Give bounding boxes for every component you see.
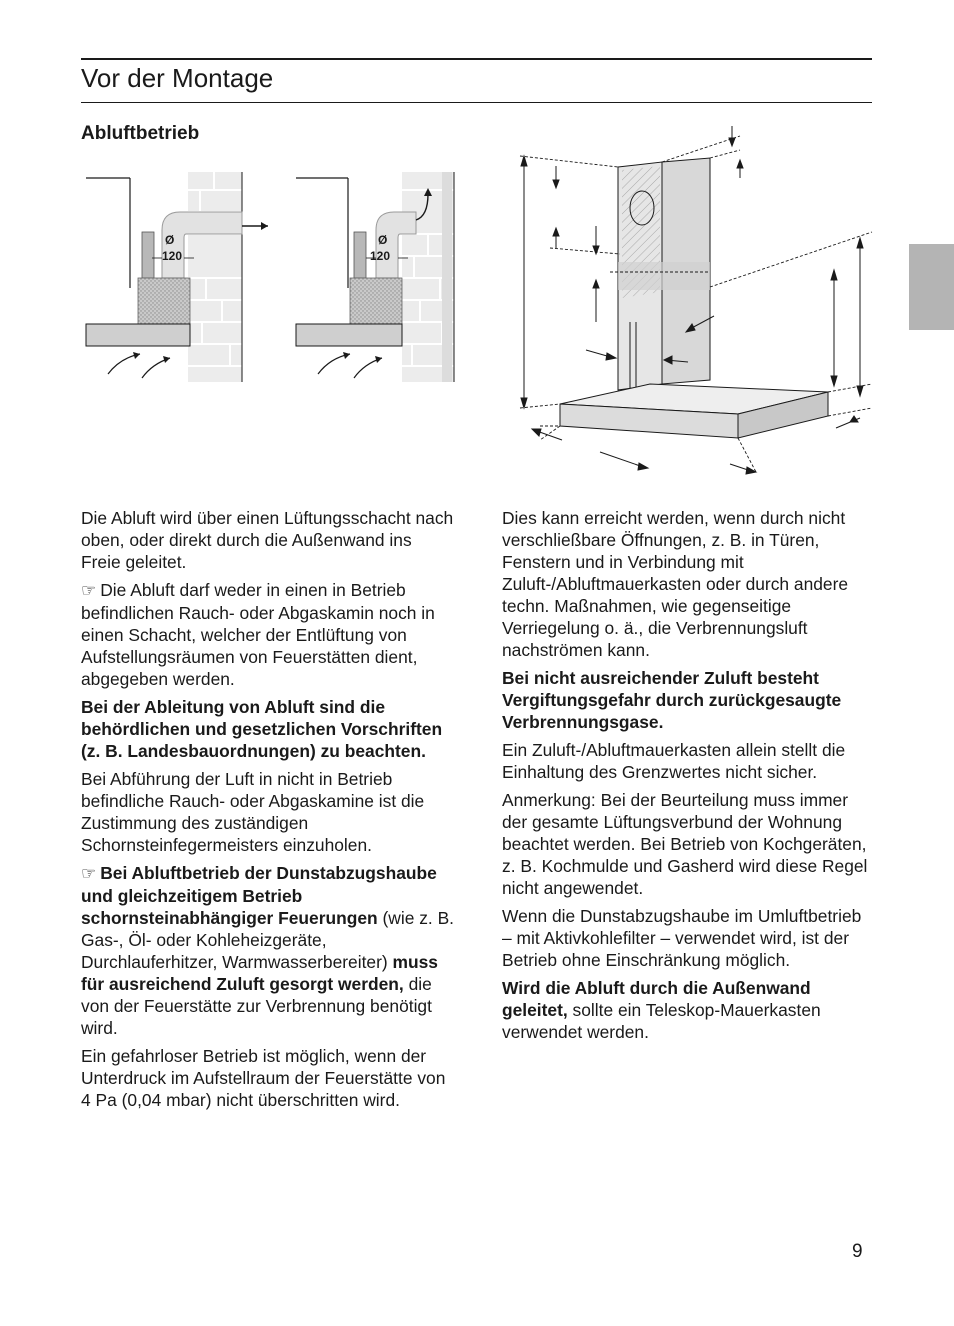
header-rule-top xyxy=(81,58,872,60)
paragraph: Die Abluft wird über einen Lüftungsschacht nach oben, oder direkt durch die Außenwand ins Freie geleitet. xyxy=(81,508,454,572)
diameter-value: 120 xyxy=(162,249,183,263)
diameter-symbol: Ø xyxy=(165,233,175,247)
figure-hood-dimensions xyxy=(510,122,874,478)
paragraph: Dies kann erreicht werden, wenn durch nicht verschließbare Öffnungen, z. B. in Türen, Fenstern und in Verbindung mit Zuluft-/Abluftmauerkasten oder durch andere techn. Maßnahmen, wie gegenseitige Verriegelung o. ä., die Verbrennungsluft nachströmen kann. xyxy=(502,508,849,660)
section-title: Abluftbetrieb xyxy=(81,123,200,144)
paragraph: Anmerkung: Bei der Beurteilung muss immer der gesamte Lüftungsverbund der Wohnung beachtet werden. Bei Betrieb von Kochgeräten, z. B. Kochmulde und Gasherd wird diese Regel nicht angewendet. xyxy=(502,790,868,898)
right-text-column xyxy=(502,507,874,1049)
chapter-tab-marker xyxy=(909,244,954,330)
paragraph: Bei Abführung der Luft in nicht in Betrieb befindliche Rauch- oder Abgaskamine ist die Zustimmung des zuständigen Schornsteinfegermeisters einzuholen. xyxy=(81,769,425,855)
paragraph: Wird die Abluft durch die Außenwand geleitet, sollte ein Teleskop-Mauerkasten verwendet werden. xyxy=(502,978,821,1042)
diameter-symbol: Ø xyxy=(378,233,388,247)
note-paragraph: ☞ Bei Abluftbetrieb der Dunstabzugshaube und gleichzeitigem Betrieb schornsteinabhängiger Feuerungen (wie z. B. Gas-, Öl- oder Kohleheizgeräte, Durchlauferhitzer, Warmwasserbereiter) muss für ausreichend Zuluft gesorgt werden, die von der Feuerstätte zur Verbrennung benötigt wird. xyxy=(81,863,454,1038)
figure-exhaust-wall xyxy=(82,168,274,388)
left-text-column xyxy=(81,507,456,1117)
page-title: Vor der Montage xyxy=(81,63,274,93)
paragraph: Ein gefahrloser Betrieb ist möglich, wenn der Unterdruck im Aufstellraum der Feuerstätte von 4 Pa (0,04 mbar) nicht überschritten wird. xyxy=(81,1046,446,1110)
page-number: 9 xyxy=(852,1241,863,1262)
diameter-value: 120 xyxy=(370,249,391,263)
pointing-hand-icon: ☞ xyxy=(81,864,97,883)
figure-exhaust-shaft xyxy=(292,168,457,388)
header-rule-bottom xyxy=(81,102,872,103)
note-paragraph: ☞ Die Abluft darf weder in einen in Betrieb befindlichen Rauch- oder Abgaskamin noch in einen Schacht, welcher der Entlüftung von Aufstellungsräumen von Feuerstätten dient, abgegeben werden. xyxy=(81,580,435,689)
warning-paragraph: Bei nicht ausreichender Zuluft besteht Vergiftungsgefahr durch zurückgesaugte Verbrennungsgase. xyxy=(502,668,842,732)
pointing-hand-icon: ☞ xyxy=(81,581,97,600)
paragraph: Wenn die Dunstabzugshaube im Umluftbetrieb – mit Aktivkohlefilter – verwendet wird, ist der Betrieb ohne Einschränkung möglich. xyxy=(502,906,862,970)
paragraph: Ein Zuluft-/Abluftmauerkasten allein stellt die Einhaltung des Grenzwertes nicht sicher. xyxy=(502,740,846,782)
bold-paragraph: Bei der Ableitung von Abluft sind die behördlichen und gesetzlichen Vorschriften (z. B. Landesbauordnungen) zu beachten. xyxy=(81,697,443,761)
